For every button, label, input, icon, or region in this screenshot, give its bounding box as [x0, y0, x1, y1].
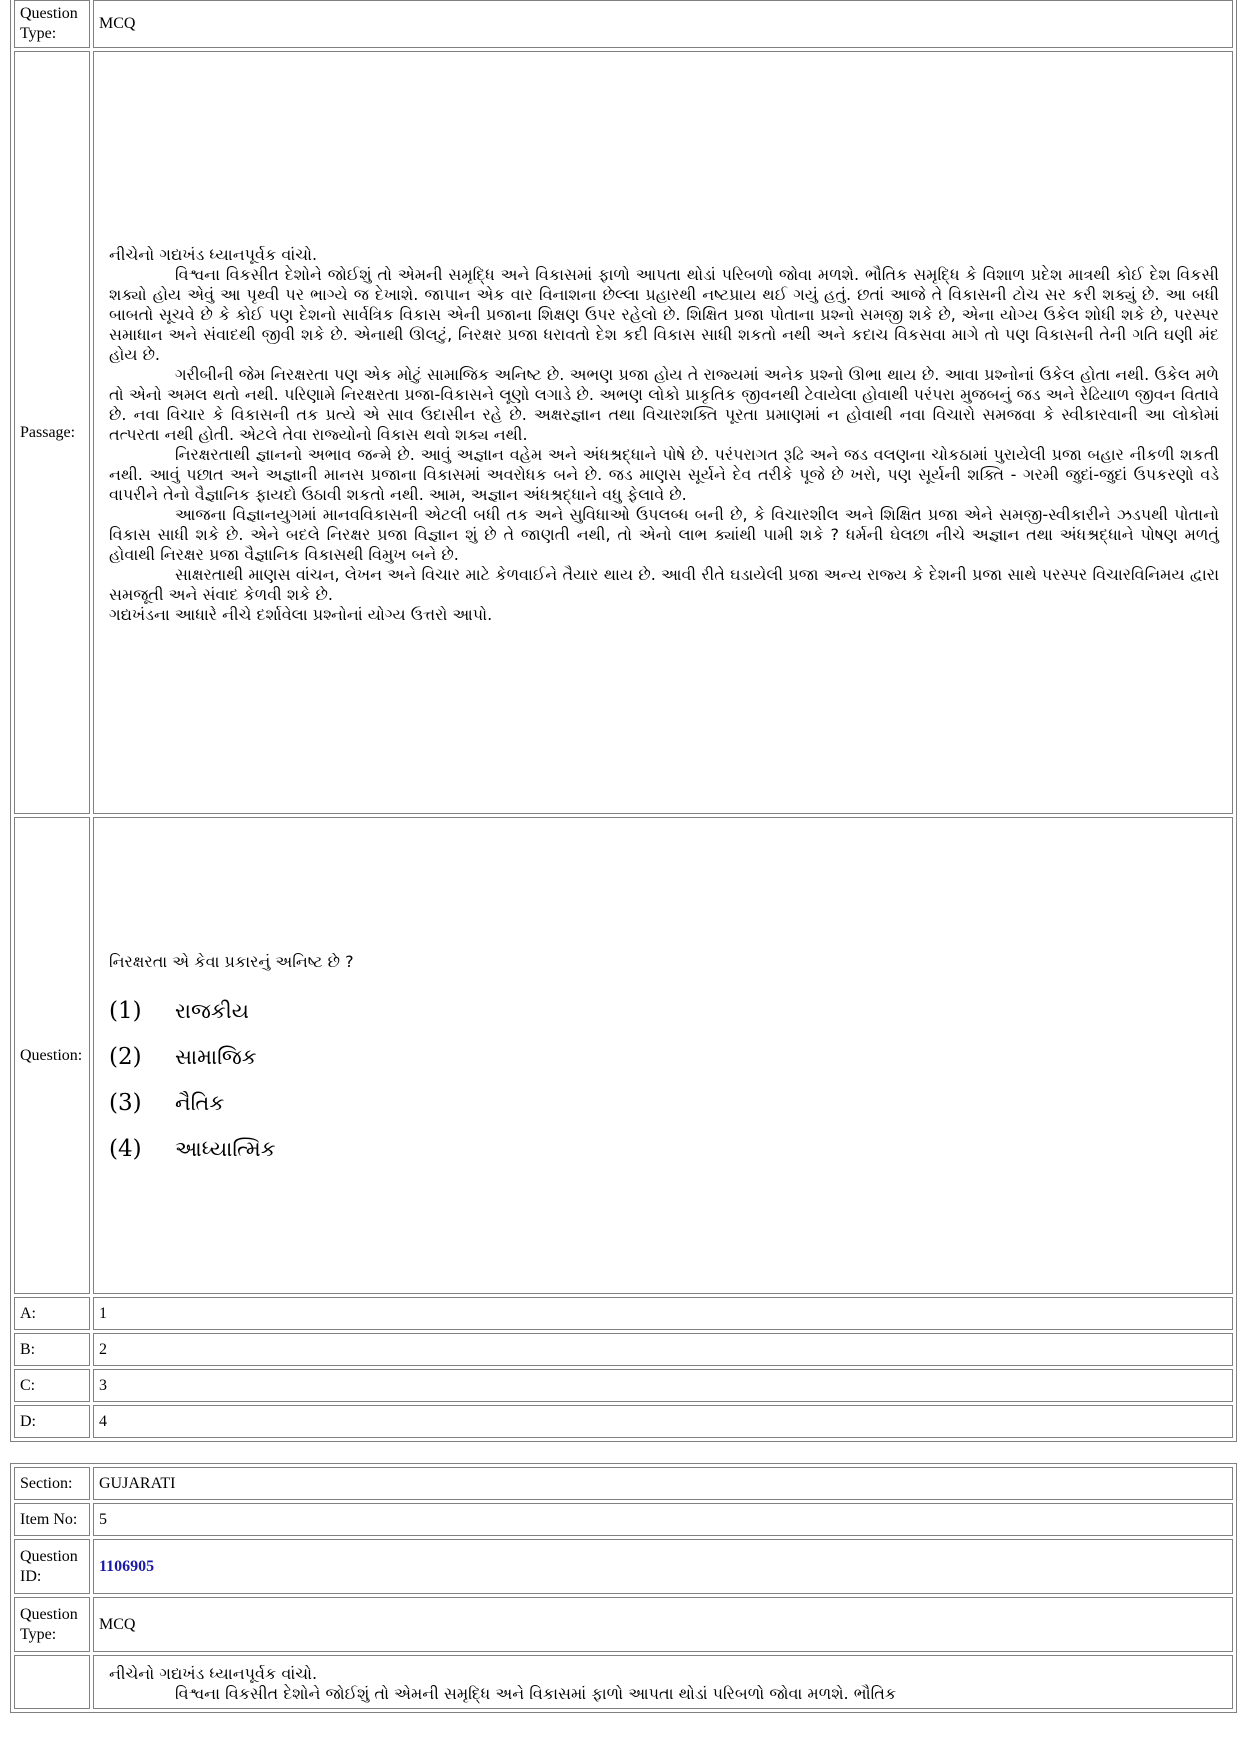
- option-1: [109, 988, 1219, 1034]
- question-card-1: [10, 0, 1237, 1442]
- question-card-2: [10, 1463, 1237, 1713]
- passage-label: Passage:: [14, 51, 90, 814]
- option-text: સામાજિક: [175, 1044, 257, 1069]
- question-type-value: MCQ: [93, 1597, 1233, 1652]
- section-value: GUJARATI: [93, 1467, 1233, 1500]
- item-no-value: 5: [93, 1503, 1233, 1536]
- option-text: નૈતિક: [175, 1090, 225, 1115]
- question-type-value: MCQ: [93, 0, 1233, 48]
- option-4: [109, 1126, 1219, 1172]
- item-no-label: Item No:: [14, 1503, 90, 1536]
- question: [93, 817, 1233, 1294]
- answer-a-label: A:: [14, 1297, 90, 1330]
- option-text: રાજકીય: [175, 998, 249, 1023]
- option-number: (4): [109, 1135, 142, 1162]
- passage-label: [14, 1655, 90, 1709]
- question-id-value: 1106905: [93, 1539, 1233, 1594]
- question-text: નિરક્ષરતા એ કેવા પ્રકારનું અનિષ્ટ છે ?: [109, 951, 354, 971]
- passage-paragraph-2: ગરીબીની જેમ નિરક્ષરતા પણ એક મોટું સામાજિક અનિષ્ટ છે. અભણ પ્રજા હોય તે રાજ્યમાં અનેક પ્રશ્નો ઊભા થાય છે. આવા પ્રશ્નોનાં ઉકેલ હોતા નથી. ઉકેલ મળે તો એનો અમલ થતો નથી. પરિણામે નિરક્ષરતા પ્રજા-વિકાસને લૂણો લગાડે છે. અભણ લોકો પ્રાકૃતિક જીવનથી ટેવાયેલા હોવાથી પરંપરા મુજબનું જડ અને રેઢિયાળ જીવન વિતાવે છે. નવા વિચાર કે વિકાસની તક પ્રત્યે એ સાવ ઉદાસીન રહે છે. અક્ષરજ્ઞાન તથા વિચારશક્તિ પૂરતા પ્રમાણમાં ન હોવાથી નવા વિચારો સમજવા કે સ્વીકારવાની આ લોકોમાં તત્પરતા નથી હોતી. એટલે તેવા રાજ્યોનો વિકાસ થવો શક્ય નથી.: [109, 364, 1219, 444]
- passage-intro: નીચેનો ગદ્યખંડ ધ્યાનપૂર્વક વાંચો.: [109, 1664, 318, 1683]
- answer-b-label: B:: [14, 1333, 90, 1366]
- option-3: [109, 1080, 1219, 1126]
- answer-d-label: D:: [14, 1405, 90, 1438]
- question-id-label: Question ID:: [14, 1539, 90, 1594]
- passage-first-line: વિશ્વના વિકસીત દેશોને જોઈશું તો એમની સમૃદ્ધિ અને વિકાસમાં ફાળો આપતા થોડાં પરિબળો જોવા મળશે. ભૌતિક: [175, 1684, 897, 1703]
- answer-c-value: 3: [93, 1369, 1233, 1402]
- answer-d-value: 4: [93, 1405, 1233, 1438]
- section-label: Section:: [14, 1467, 90, 1500]
- option-number: (1): [109, 997, 142, 1024]
- question-type-label: Question Type:: [14, 1597, 90, 1652]
- passage-paragraph-1: વિશ્વના વિકસીત દેશોને જોઈશું તો એમની સમૃદ્ધિ અને વિકાસમાં ફાળો આપતા થોડાં પરિબળો જોવા મળશે. ભૌતિક સમૃદ્ધિ કે વિશાળ પ્રદેશ માત્રથી કોઈ દેશ વિકસી શક્યો હોય એવું આ પૃથ્વી પર ભાગ્યે જ દેખાશે. જાપાન એક વાર વિનાશના છેલ્લા પ્રહારથી નષ્ટપ્રાય થઈ ગયું હતું. છતાં આજે તે વિકાસની ટોચ સર કરી શક્યું છે. આ બધી બાબતો સૂચવે છે કે કોઈ પણ દેશનો સાર્વત્રિક વિકાસ એની પ્રજાના શિક્ષણ ઉપર રહેલો છે. શિક્ષિત પ્રજા પોતાના પ્રશ્નો સમજી શકે છે, એના યોગ્ય ઉકેલ શોધી શકે છે, પરસ્પર સમાધાન અને સંવાદથી જીવી શકે છે. એનાથી ઊલટું, નિરક્ષર પ્રજા ધરાવતો દેશ કદી વિકાસ સાધી શકતો નથી અને કદાચ વિકસવા માગે તો પણ વિકાસની તેની ગતિ ઘણી મંદ હોય છે.: [109, 264, 1219, 364]
- option-number: (3): [109, 1089, 142, 1116]
- passage-paragraph-3: નિરક્ષરતાથી જ્ઞાનનો અભાવ જન્મે છે. આવું અજ્ઞાન વહેમ અને અંધશ્રદ્ધાને પોષે છે. પરંપરાગત રૂઢિ અને જડ વલણના ચોકઠામાં પુરાયેલી પ્રજા બહાર નીકળી શકતી નથી. આવું પછાત અને અજ્ઞાની માનસ પ્રજાના વિકાસમાં અવરોધક બને છે. જડ માણસ સૂર્યને દેવ તરીકે પૂજે છે ખરો, પણ સૂર્યની શક્તિ - ગરમી જુદાં-જુદાં ઉપકરણો વડે વાપરીને તેનો વૈજ્ઞાનિક ફાયદો ઉઠાવી શકતો નથી. આમ, અજ્ઞાન અંધશ્રદ્ધાને વધુ ફેલાવે છે.: [109, 444, 1219, 504]
- passage: [93, 51, 1233, 814]
- passage-paragraph-4: આજના વિજ્ઞાનયુગમાં માનવવિકાસની એટલી બધી તક અને સુવિધાઓ ઉપલબ્ધ બની છે, કે વિચારશીલ અને શિક્ષિત પ્રજા એને સમજી-સ્વીકારીને ઝડપથી પોતાનો વિકાસ સાધી શકે છે. એને બદલે નિરક્ષર પ્રજા વિજ્ઞાન શું છે તે જાણતી નથી, તો એનો લાભ ક્યાંથી પામી શકે ? ધર્મની ઘેલછા નીચે અજ્ઞાન તથા અંધશ્રદ્ધાને પોષણ મળતું હોવાથી નિરક્ષર પ્રજા વૈજ્ઞાનિક વિકાસથી વિમુખ બને છે.: [109, 504, 1219, 564]
- answer-c-label: C:: [14, 1369, 90, 1402]
- passage: [93, 1655, 1233, 1709]
- option-text: આધ્યાત્મિક: [175, 1136, 276, 1161]
- option-number: (2): [109, 1043, 142, 1070]
- passage-intro: નીચેનો ગદ્યખંડ ધ્યાનપૂર્વક વાંચો.: [109, 244, 318, 264]
- question-type-label: Question Type:: [14, 0, 90, 48]
- passage-outro: ગદ્યખંડના આધારે નીચે દર્શાવેલા પ્રશ્નોનાં યોગ્ય ઉત્તરો આપો.: [109, 604, 493, 624]
- passage-paragraph-5: સાક્ષરતાથી માણસ વાંચન, લેખન અને વિચાર માટે કેળવાઈને તૈયાર થાય છે. આવી રીતે ઘડાયેલી પ્રજા અન્ય રાજ્ય કે દેશની પ્રજા સાથે પરસ્પર વિચારવિનિમય દ્વારા સમજૂતી અને સંવાદ કેળવી શકે છે.: [109, 564, 1219, 604]
- answer-b-value: 2: [93, 1333, 1233, 1366]
- answer-a-value: 1: [93, 1297, 1233, 1330]
- question-label: Question:: [14, 817, 90, 1294]
- option-2: [109, 1034, 1219, 1080]
